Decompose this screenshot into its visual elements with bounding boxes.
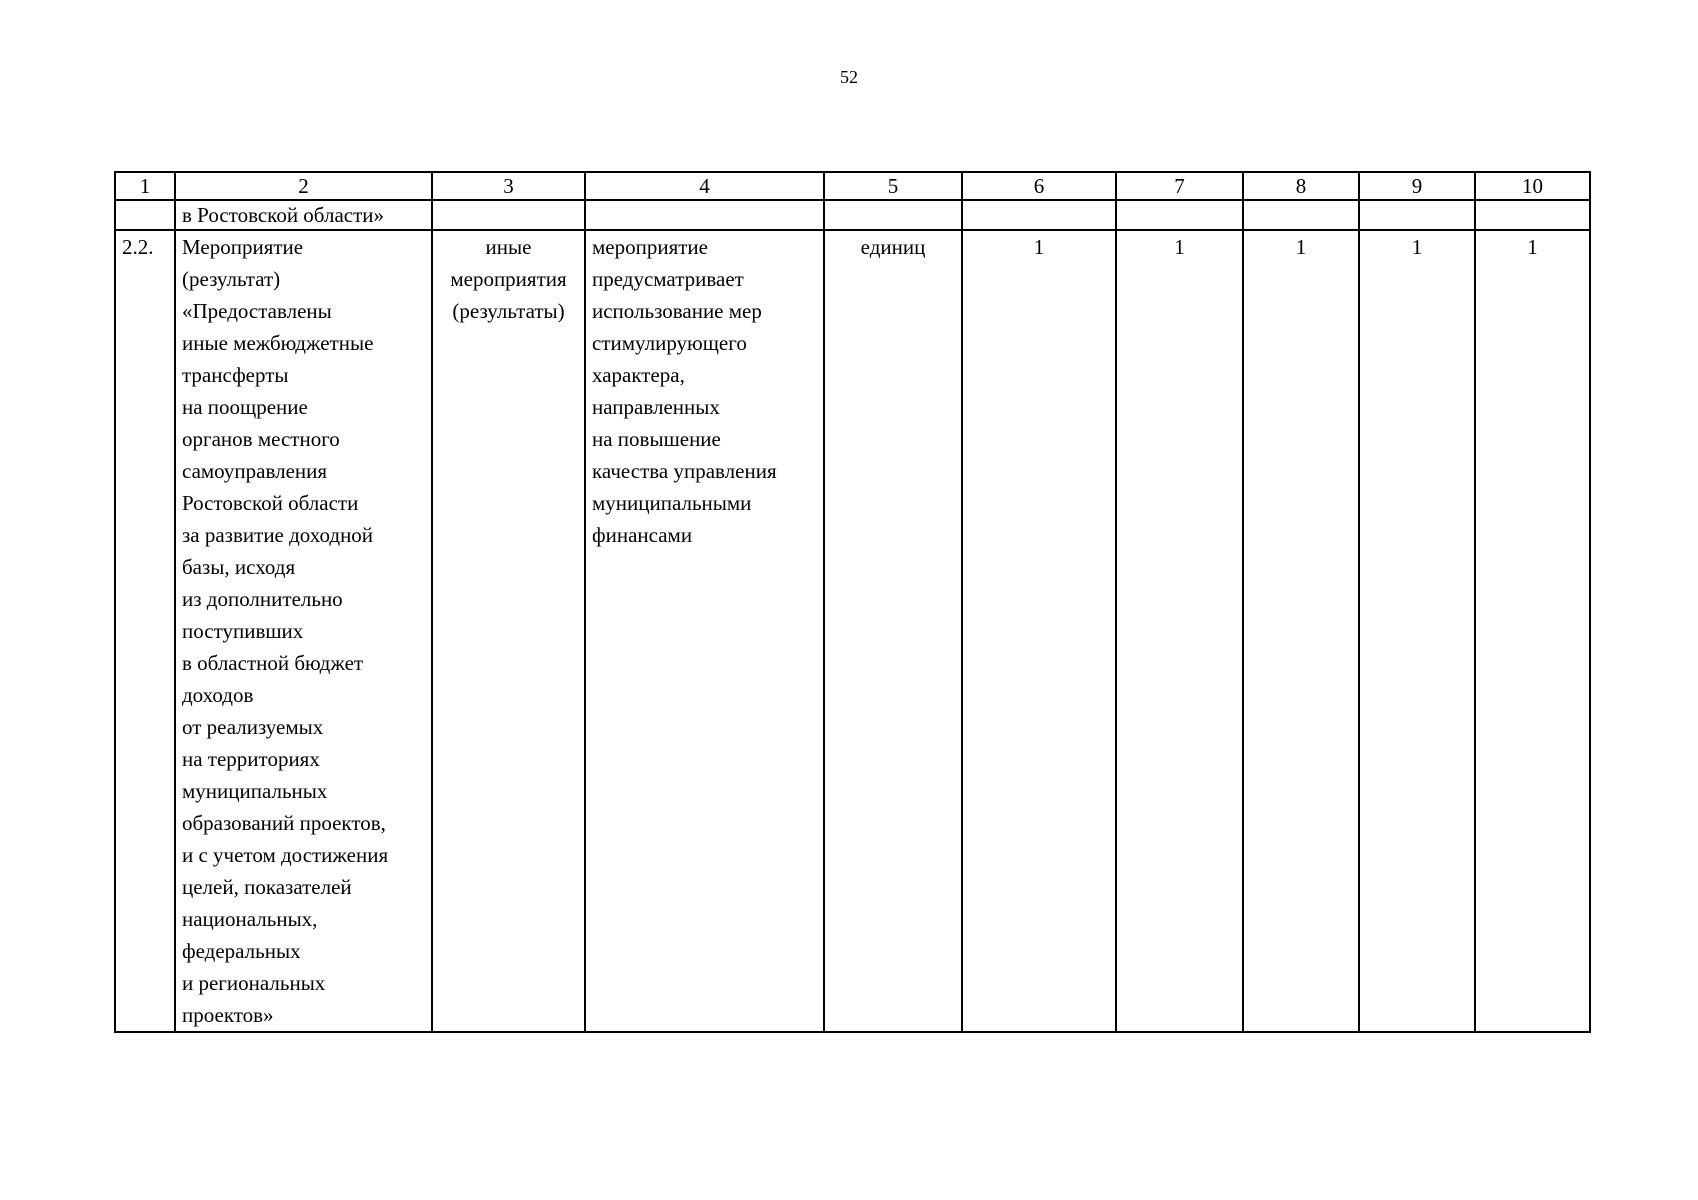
characteristic-line: качества управления [592, 459, 777, 483]
header-cell: 4 [585, 172, 824, 200]
description-line: от реализуемых [182, 715, 324, 739]
description-line: (результат) [182, 267, 281, 291]
description-line: за развитие доходной [182, 523, 374, 547]
row-value-7: 1 [1116, 230, 1243, 1032]
header-cell: 1 [115, 172, 175, 200]
description-line: в областной бюджет [182, 651, 364, 675]
description-line: доходов [182, 683, 254, 707]
description-line: базы, исходя [182, 555, 296, 579]
type-line: иные [485, 235, 532, 259]
header-cell: 9 [1359, 172, 1475, 200]
table-cell [432, 200, 585, 230]
characteristic-line: на повышение [592, 427, 721, 451]
description-line: поступивших [182, 619, 304, 643]
row-type [432, 230, 585, 1032]
row-description [175, 230, 432, 1032]
row-value-8: 1 [1243, 230, 1359, 1032]
description-line: из дополнительно [182, 587, 343, 611]
description-lines [182, 231, 425, 1031]
row-value-9: 1 [1359, 230, 1475, 1032]
description-line: органов местного [182, 427, 340, 451]
description-line: на территориях [182, 747, 320, 771]
description-line: иные межбюджетные [182, 331, 374, 355]
description-line: Мероприятие [182, 235, 304, 259]
table-cell [1243, 200, 1359, 230]
table-cell [585, 200, 824, 230]
description-line: проектов» [182, 1003, 274, 1027]
description-line: федеральных [182, 939, 301, 963]
description-line: Ростовской области [182, 491, 359, 515]
header-cell: 5 [824, 172, 962, 200]
row-value-6: 1 [962, 230, 1116, 1032]
description-line: трансферты [182, 363, 289, 387]
header-cell: 3 [432, 172, 585, 200]
header-cell: 8 [1243, 172, 1359, 200]
header-cell: 6 [962, 172, 1116, 200]
continuation-text: в Ростовской области» [175, 200, 432, 230]
indicators-table [114, 171, 1591, 1033]
continuation-row [115, 200, 1590, 230]
table-header-row [115, 172, 1590, 200]
table-cell [1359, 200, 1475, 230]
type-line: мероприятия [450, 267, 567, 291]
characteristic-lines [592, 231, 817, 551]
row-unit: единиц [824, 230, 962, 1032]
characteristic-line: использование мер [592, 299, 762, 323]
table-cell [1116, 200, 1243, 230]
row-value-10: 1 [1475, 230, 1590, 1032]
description-line: на поощрение [182, 395, 308, 419]
characteristic-line: стимулирующего [592, 331, 747, 355]
type-lines [439, 231, 578, 327]
description-line: «Предоставлены [182, 299, 332, 323]
characteristic-line: характера, [592, 363, 685, 387]
header-cell: 10 [1475, 172, 1590, 200]
table-cell [115, 200, 175, 230]
header-cell: 2 [175, 172, 432, 200]
characteristic-line: направленных [592, 395, 720, 419]
description-line: и региональных [182, 971, 326, 995]
characteristic-line: муниципальными [592, 491, 752, 515]
characteristic-line: предусматривает [592, 267, 744, 291]
description-line: муниципальных [182, 779, 328, 803]
characteristic-line: мероприятие [592, 235, 708, 259]
type-line: (результаты) [452, 299, 565, 323]
row-number: 2.2. [115, 230, 175, 1032]
table-cell [1475, 200, 1590, 230]
table-cell [962, 200, 1116, 230]
description-line: образований проектов, [182, 811, 386, 835]
page-number: 52 [840, 67, 858, 87]
description-line: национальных, [182, 907, 318, 931]
description-line: и с учетом достижения [182, 843, 389, 867]
row-characteristic [585, 230, 824, 1032]
description-line: целей, показателей [182, 875, 352, 899]
header-cell: 7 [1116, 172, 1243, 200]
table-row-2-2 [115, 230, 1590, 1032]
table-cell [824, 200, 962, 230]
description-line: самоуправления [182, 459, 328, 483]
characteristic-line: финансами [592, 523, 693, 547]
